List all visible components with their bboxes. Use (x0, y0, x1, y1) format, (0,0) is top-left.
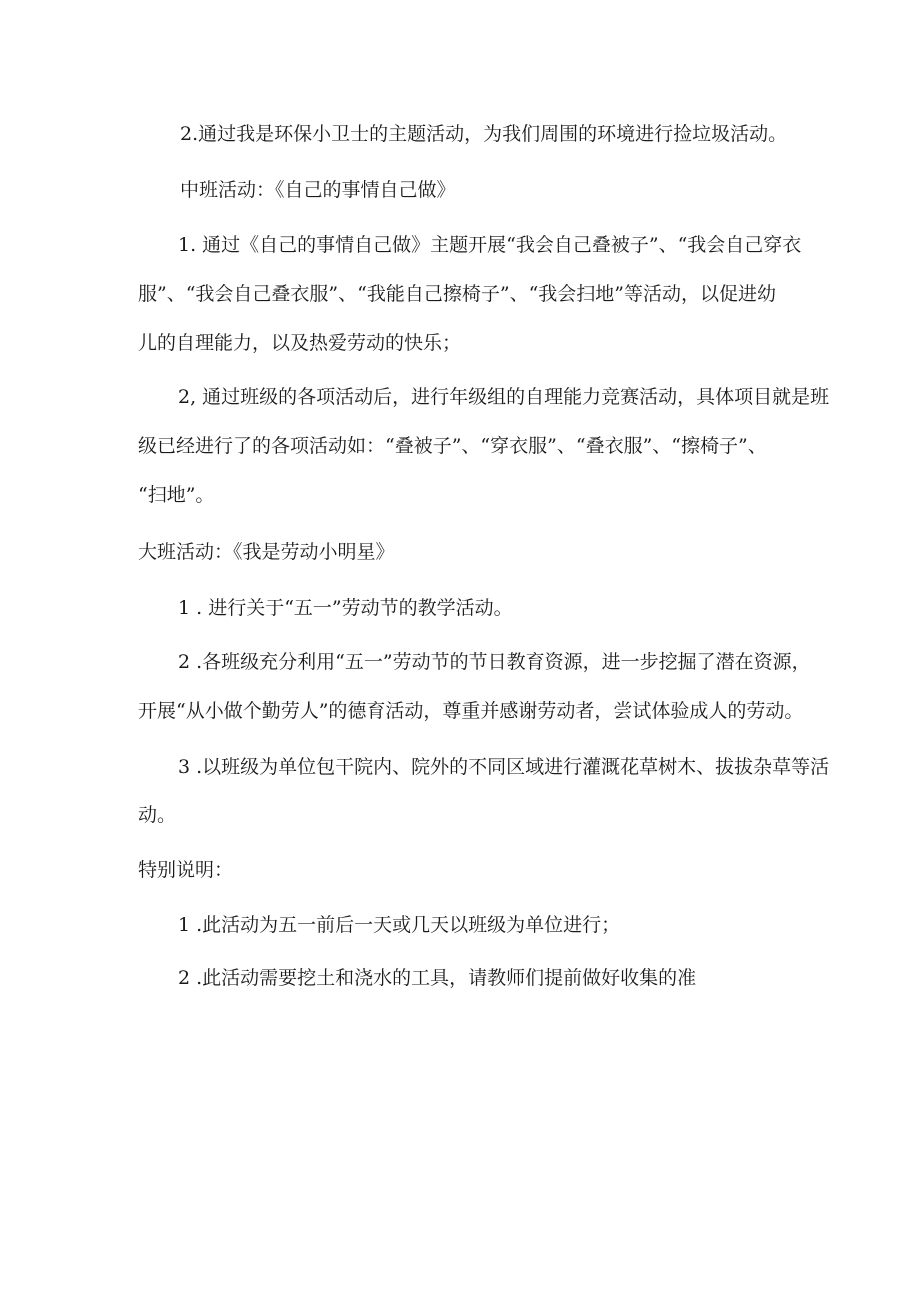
small-class-item-2: 2.通过我是环保小卫士的主题活动，为我们周围的环境进行捡垃圾活动。 (180, 123, 788, 145)
big-class-item-3-line-1: 3 .以班级为单位包干院内、院外的不同区域进行灌溉花草树木、拔拔杂草等活 (178, 756, 830, 778)
special-note-heading: 特别说明： (138, 859, 234, 881)
big-class-item-2-line-1: 2 .各班级充分利用“五一”劳动节的节日教育资源，进一步挖掘了潜在资源， (178, 651, 811, 673)
middle-class-heading: 中班活动：《自己的事情自己做》 (180, 179, 456, 201)
big-class-item-1: 1 . 进行关于“五一”劳动节的教学活动。 (178, 597, 513, 619)
big-class-item-3-line-2: 动。 (138, 804, 177, 826)
middle-class-item-2-line-3: “扫地”。 (138, 484, 215, 506)
middle-class-item-2-line-2: 级已经进行了的各项活动如：“叠被子”、“穿衣服”、“叠衣服”、“擦椅子”、 (138, 435, 767, 457)
special-note-item-2: 2 .此活动需要挖土和浇水的工具，请教师们提前做好收集的准 (178, 967, 697, 989)
big-class-heading: 大班活动：《我是劳动小明星》 (138, 541, 395, 563)
middle-class-item-2-line-1: 2, 通过班级的各项活动后，进行年级组的自理能力竞赛活动，具体项目就是班 (178, 386, 830, 408)
middle-class-item-1-line-1: 1. 通过《自己的事情自己做》主题开展“我会自己叠被子”、“我会自己穿衣 (178, 234, 802, 256)
special-note-item-1: 1 .此活动为五一前后一天或几天以班级为单位进行； (178, 914, 621, 936)
middle-class-item-1-line-3: 儿的自理能力，以及热爱劳动的快乐； (138, 332, 462, 354)
big-class-item-2-line-2: 开展“从小做个勤劳人”的德育活动，尊重并感谢劳动者，尝试体验成人的劳动。 (138, 700, 804, 722)
middle-class-item-1-line-2: 服”、“我会自己叠衣服”、“我能自己擦椅子”、“我会扫地”等活动，以促进幼 (138, 283, 776, 305)
